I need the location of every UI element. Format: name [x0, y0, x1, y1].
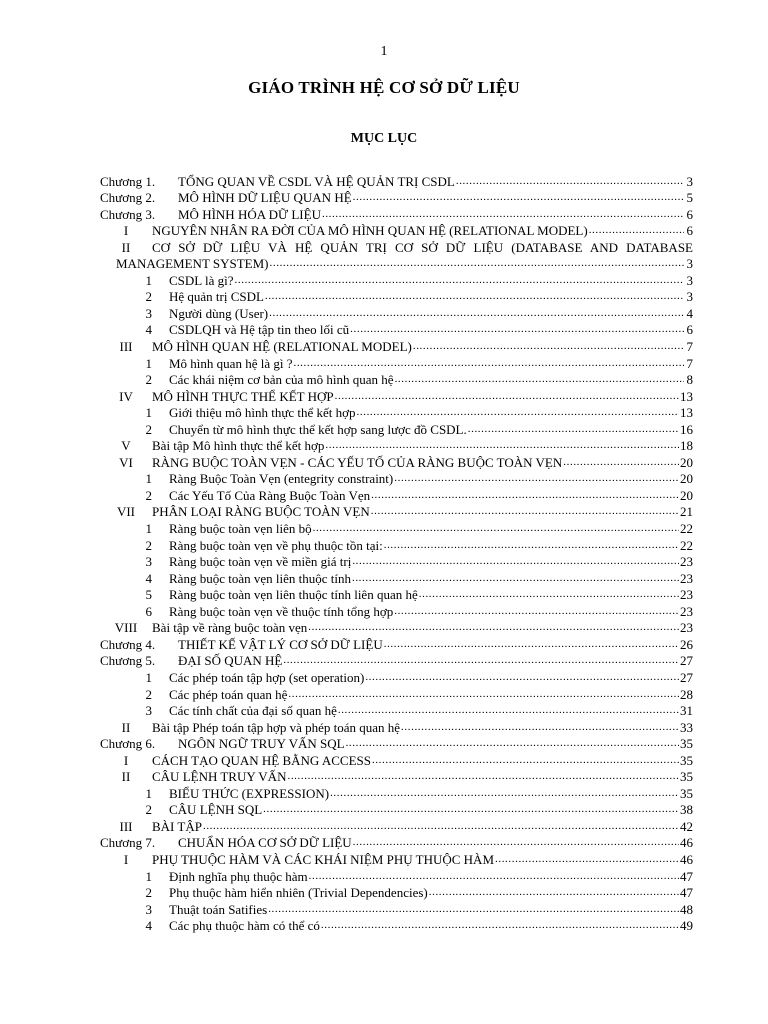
toc-entry-title: Các tính chất của đại số quan hệ: [169, 703, 337, 719]
toc-entry-number: Chương 6.: [100, 736, 156, 752]
toc-heading: MỤC LỤC: [350, 131, 418, 146]
toc-entry-page: 20: [680, 471, 693, 487]
toc-entry-title: Bài tập Phép toán tập hợp và phép toán quan hệ: [152, 719, 401, 735]
toc-entry-number: II: [121, 769, 131, 785]
toc-entry[interactable]: [100, 222, 693, 239]
toc-leader-dots: [400, 720, 679, 735]
toc-entry-number: 1: [145, 355, 152, 371]
toc-leader-dots: [428, 885, 679, 900]
toc-entry[interactable]: [100, 337, 693, 354]
toc-entry-number: 2: [145, 372, 152, 388]
toc-leader-dots: [562, 455, 679, 470]
toc-leader-dots: [286, 769, 679, 784]
toc-leader-dots: [393, 604, 679, 619]
page-number: 1: [380, 44, 388, 59]
toc-entry-page: 23: [680, 570, 693, 586]
toc-entry[interactable]: [100, 486, 693, 503]
toc-entry-number: V: [121, 438, 131, 454]
toc-leader-dots: [329, 786, 679, 801]
toc-leader-dots: [334, 389, 679, 404]
toc-chapter-entry[interactable]: [100, 834, 693, 851]
toc-entry-page: 6: [686, 322, 693, 338]
toc-entry-title: MÔ HÌNH QUAN HỆ (RELATIONAL MODEL): [152, 339, 412, 355]
toc-entry[interactable]: [100, 784, 693, 801]
toc-entry-page: 42: [680, 818, 693, 834]
toc-entry-number: 3: [145, 305, 152, 321]
toc-entry-number: I: [123, 851, 129, 867]
toc-entry-number: 1: [145, 471, 152, 487]
toc-entry-number: 3: [145, 901, 152, 917]
toc-entry-title: ĐẠI SỐ QUAN HỆ: [178, 653, 283, 669]
toc-entry-page: 13: [680, 405, 693, 421]
toc-entry-page: 22: [680, 537, 693, 553]
toc-leader-dots: [282, 653, 679, 668]
toc-leader-dots: [418, 587, 679, 602]
toc-entry-page: 3: [686, 272, 693, 288]
toc-entry-title: Giới thiệu mô hình thực thể kết hợp: [169, 405, 356, 421]
toc-entry-title: CSDLQH và Hệ tập tin theo lối cũ: [169, 322, 350, 338]
toc-entry-title: Mô hình quan hệ là gì ?: [169, 355, 293, 371]
toc-leader-dots: [287, 687, 679, 702]
toc-entry-page: 3: [686, 173, 693, 189]
toc-entry-number: Chương 5.: [100, 653, 156, 669]
toc-entry-number: III: [119, 818, 133, 834]
toc-leader-dots: [394, 372, 684, 387]
toc-entry[interactable]: [100, 238, 693, 255]
toc-leader-dots: [308, 869, 679, 884]
toc-entry[interactable]: [100, 917, 693, 934]
toc-entry-page: 3: [686, 256, 693, 272]
toc-entry-continued[interactable]: [100, 255, 693, 272]
toc-entry-number: II: [121, 239, 131, 255]
toc-entry[interactable]: [100, 321, 693, 338]
toc-entry-number: VIII: [114, 620, 138, 636]
toc-entry-number: Chương 2.: [100, 190, 156, 206]
toc-entry[interactable]: [100, 271, 693, 288]
toc-leader-dots: [588, 223, 684, 238]
toc-entry-title: Ràng buộc toàn vẹn về thuộc tính tổng hợp: [169, 603, 394, 619]
toc-leader-dots: [364, 670, 679, 685]
toc-chapter-entry[interactable]: [100, 735, 693, 752]
toc-entry-title: Ràng buộc toàn vẹn về phụ thuộc tồn tại:: [169, 537, 383, 553]
toc-entry-title: BIỂU THỨC (EXPRESSION): [169, 785, 330, 801]
toc-entry[interactable]: [100, 702, 693, 719]
toc-entry[interactable]: [100, 768, 693, 785]
toc-entry-page: 38: [680, 802, 693, 818]
toc-entry[interactable]: [100, 354, 693, 371]
toc-entry-title: CÂU LỆNH TRUY VẤN: [152, 769, 287, 785]
toc-entry-page: 23: [680, 620, 693, 636]
toc-entry-number: I: [123, 752, 129, 768]
toc-entry-title: Các khái niệm cơ bản của mô hình quan hệ: [169, 372, 394, 388]
toc-entry-number: 5: [145, 587, 152, 603]
toc-entry-title: Các phụ thuộc hàm có thể có: [169, 918, 320, 934]
toc-chapter-entry[interactable]: [100, 635, 693, 652]
toc-entry-page: 27: [680, 669, 693, 685]
toc-entry-page: 47: [680, 868, 693, 884]
toc-entry-page: 31: [680, 703, 693, 719]
toc-entry-title: PHỤ THUỘC HÀM VÀ CÁC KHÁI NIỆM PHỤ THUỘC HÀM: [152, 851, 494, 867]
toc-entry[interactable]: [100, 884, 693, 901]
toc-entry-number: 4: [145, 570, 152, 586]
toc-entry-page: 27: [680, 653, 693, 669]
toc-entry-page: 47: [680, 885, 693, 901]
toc-entry-page: 35: [680, 736, 693, 752]
toc-entry-title: Ràng buộc toàn vẹn liên bộ: [169, 521, 312, 537]
toc-leader-dots: [267, 902, 679, 917]
toc-entry-title: Phụ thuộc hàm hiển nhiên (Trivial Dependencies): [169, 885, 428, 901]
toc-leader-dots: [351, 571, 679, 586]
toc-entry-title: Thuật toán Satifies: [169, 901, 268, 917]
toc-entry[interactable]: [100, 718, 693, 735]
toc-entry-number: 6: [145, 603, 152, 619]
toc-entry-number: 2: [145, 537, 152, 553]
toc-leader-dots: [352, 835, 679, 850]
toc-entry-title: NGUYÊN NHÂN RA ĐỜI CỦA MÔ HÌNH QUAN HỆ (RELATIONAL MODEL): [152, 223, 588, 239]
toc-entry-page: 6: [686, 223, 693, 239]
toc-entry-title: CÂU LỆNH SQL: [169, 802, 263, 818]
toc-entry-number: 3: [145, 554, 152, 570]
toc-entry-page: 46: [680, 835, 693, 851]
toc-entry-page: 22: [680, 521, 693, 537]
toc-leader-dots: [393, 471, 679, 486]
toc-entry[interactable]: [100, 867, 693, 884]
toc-entry-title: THIẾT KẾ VẬT LÝ CƠ SỞ DỮ LIỆU: [178, 636, 383, 652]
toc-entry[interactable]: [100, 553, 693, 570]
toc-entry[interactable]: [100, 453, 693, 470]
toc-entry-page: 5: [686, 190, 693, 206]
toc-entry-page: 33: [680, 719, 693, 735]
toc-entry-number: 2: [145, 421, 152, 437]
toc-entry-title: Các phép toán tập hợp (set operation): [169, 669, 365, 685]
toc-entry-page: 35: [680, 785, 693, 801]
toc-entry-page: 35: [680, 769, 693, 785]
toc-entry-page: 21: [680, 504, 693, 520]
toc-entry[interactable]: [100, 420, 693, 437]
toc-entry-title: Chuyển từ mô hình thực thể kết hợp sang lược đồ CSDL.: [169, 421, 467, 437]
toc-chapter-entry[interactable]: [100, 189, 693, 206]
toc-entry-title: TỔNG QUAN VỀ CSDL VÀ HỆ QUẢN TRỊ CSDL: [178, 173, 455, 189]
toc-entry-number: 3: [145, 703, 152, 719]
toc-entry-title: CSDL là gì?: [169, 272, 234, 288]
toc-entry[interactable]: [100, 288, 693, 305]
toc-leader-dots: [494, 852, 679, 867]
toc-leader-dots: [307, 620, 679, 635]
document-title: GIÁO TRÌNH HỆ CƠ SỞ DỮ LIỆU: [248, 78, 520, 97]
toc-entry[interactable]: [100, 668, 693, 685]
toc-leader-dots: [370, 504, 679, 519]
toc-leader-dots: [467, 422, 679, 437]
toc-entry[interactable]: [100, 850, 693, 867]
toc-entry-title: CHUẨN HÓA CƠ SỞ DỮ LIỆU: [178, 835, 352, 851]
toc-entry-number: 1: [145, 669, 152, 685]
toc-entry-number: I: [123, 223, 129, 239]
toc-entry[interactable]: [100, 619, 693, 636]
toc-leader-dots: [349, 322, 684, 337]
toc-entry-number: 1: [145, 868, 152, 884]
toc-entry[interactable]: [100, 801, 693, 818]
toc-entry-title: Ràng buộc toàn vẹn liên thuộc tính liên quan hệ: [169, 587, 418, 603]
toc-entry-number: 4: [145, 322, 152, 338]
toc-entry-page: 3: [686, 289, 693, 305]
toc-leader-dots: [312, 521, 679, 536]
toc-entry-page: 8: [686, 372, 693, 388]
toc-chapter-entry[interactable]: [100, 205, 693, 222]
toc-entry-title: Ràng buộc toàn vẹn về miền giá trị: [169, 554, 352, 570]
toc-leader-dots: [337, 703, 679, 718]
toc-entry-title: CƠ SỞ DỮ LIỆU VÀ HỆ QUẢN TRỊ CƠ SỞ DỮ LIỆU (DATABASE AND DATABASE: [152, 239, 693, 255]
toc-entry[interactable]: [100, 437, 693, 454]
toc-entry[interactable]: [100, 900, 693, 917]
toc-leader-dots: [383, 538, 679, 553]
toc-entry[interactable]: [100, 304, 693, 321]
toc-leader-dots: [234, 273, 684, 288]
toc-leader-dots: [262, 802, 679, 817]
toc-entry-title: BÀI TẬP: [152, 818, 202, 834]
toc-entry-title: Bài tập về ràng buộc toàn vẹn: [152, 620, 308, 636]
toc-leader-dots: [268, 306, 684, 321]
toc-entry-page: 46: [680, 851, 693, 867]
toc-entry-number: 2: [145, 289, 152, 305]
toc-entry-page: 23: [680, 603, 693, 619]
toc-entry-title: Định nghĩa phụ thuộc hàm: [169, 868, 308, 884]
toc-leader-dots: [370, 488, 679, 503]
toc-entry-number: 4: [145, 918, 152, 934]
toc-entry-title: Hệ quản trị CSDL: [169, 289, 264, 305]
toc-entry-page: 28: [680, 686, 693, 702]
toc-leader-dots: [292, 356, 684, 371]
toc-entry-page: 20: [680, 487, 693, 503]
toc-entry-number: 1: [145, 521, 152, 537]
toc-entry-title-continued: MANAGEMENT SYSTEM): [116, 256, 269, 272]
toc-entry-number: II: [121, 719, 131, 735]
toc-entry-title: Người dùng (User): [169, 305, 269, 321]
toc-entry-page: 7: [686, 355, 693, 371]
toc-entry-title: Bài tập Mô hình thực thể kết hợp: [152, 438, 325, 454]
toc-leader-dots: [264, 289, 684, 304]
toc-entry-number: 2: [145, 686, 152, 702]
toc-entry-title: NGÔN NGỮ TRUY VẤN SQL: [178, 736, 345, 752]
toc-leader-dots: [324, 438, 679, 453]
toc-entry-page: 23: [680, 587, 693, 603]
toc-entry-title: CÁCH TẠO QUAN HỆ BẰNG ACCESS: [152, 752, 371, 768]
toc-entry-page: 4: [686, 305, 693, 321]
toc-entry[interactable]: [100, 569, 693, 586]
toc-entry-number: 1: [145, 272, 152, 288]
toc-leader-dots: [202, 819, 679, 834]
toc-entry[interactable]: [100, 586, 693, 603]
toc-entry-page: 23: [680, 554, 693, 570]
toc-leader-dots: [356, 405, 679, 420]
toc-entry-page: 7: [686, 339, 693, 355]
toc-entry-title: Các phép toán quan hệ: [169, 686, 288, 702]
toc-entry-number: 1: [145, 405, 152, 421]
toc-leader-dots: [320, 918, 679, 933]
toc-entry-number: III: [119, 339, 133, 355]
toc-leader-dots: [321, 207, 684, 222]
toc-entry-title: RÀNG BUỘC TOÀN VẸN - CÁC YẾU TỐ CỦA RÀNG BUỘC TOÀN VẸN: [152, 454, 563, 470]
toc-entry-number: 2: [145, 802, 152, 818]
toc-entry-page: 20: [680, 454, 693, 470]
toc-entry-page: 35: [680, 752, 693, 768]
toc-entry[interactable]: [100, 536, 693, 553]
toc-entry-number: Chương 3.: [100, 206, 156, 222]
toc-entry-number: VII: [116, 504, 136, 520]
toc-entry[interactable]: [100, 685, 693, 702]
toc-entry-page: 6: [686, 206, 693, 222]
toc-entry-title: MÔ HÌNH DỮ LIỆU QUAN HỆ: [178, 190, 352, 206]
toc-entry-page: 26: [680, 636, 693, 652]
toc-entry[interactable]: [100, 387, 693, 404]
toc-chapter-entry[interactable]: [100, 172, 693, 189]
toc-entry-number: 2: [145, 885, 152, 901]
toc-leader-dots: [383, 637, 679, 652]
toc-entry-title: PHÂN LOẠI RÀNG BUỘC TOÀN VẸN: [152, 504, 370, 520]
toc-entry-page: 16: [680, 421, 693, 437]
toc-entry[interactable]: [100, 470, 693, 487]
toc-leader-dots: [412, 339, 684, 354]
toc-entry-title: MÔ HÌNH HÓA DỮ LIỆU: [178, 206, 321, 222]
toc-entry[interactable]: [100, 371, 693, 388]
toc-entry-title: Ràng buộc toàn vẹn liên thuộc tính: [169, 570, 351, 586]
toc-entry-page: 13: [680, 388, 693, 404]
toc-entry-number: 1: [145, 785, 152, 801]
toc-leader-dots: [371, 753, 679, 768]
toc-entry-page: 18: [680, 438, 693, 454]
toc-entry-title: Các Yếu Tố Của Ràng Buộc Toàn Vẹn: [169, 487, 371, 503]
toc-entry-page: 48: [680, 901, 693, 917]
toc-entry-number: VI: [119, 454, 133, 470]
toc-leader-dots: [269, 256, 684, 271]
toc-entry-page: 49: [680, 918, 693, 934]
toc-chapter-entry[interactable]: [100, 652, 693, 669]
toc-entry-number: 2: [145, 487, 152, 503]
toc-leader-dots: [345, 736, 679, 751]
toc-leader-dots: [351, 554, 679, 569]
toc-entry-title: Ràng Buộc Toàn Vẹn (entegrity constraint): [169, 471, 394, 487]
toc-entry-number: Chương 7.: [100, 835, 156, 851]
toc-entry[interactable]: [100, 503, 693, 520]
toc-entry-title: MÔ HÌNH THỰC THỂ KẾT HỢP: [152, 388, 334, 404]
toc-entry[interactable]: [100, 751, 693, 768]
toc-leader-dots: [455, 174, 684, 189]
toc-entry[interactable]: [100, 602, 693, 619]
toc-leader-dots: [352, 190, 684, 205]
table-of-contents: [100, 172, 693, 933]
toc-entry-number: Chương 4.: [100, 636, 156, 652]
toc-entry-number: Chương 1.: [100, 173, 156, 189]
toc-entry[interactable]: [100, 817, 693, 834]
toc-entry-number: IV: [119, 388, 133, 404]
toc-entry[interactable]: [100, 519, 693, 536]
toc-entry[interactable]: [100, 404, 693, 421]
